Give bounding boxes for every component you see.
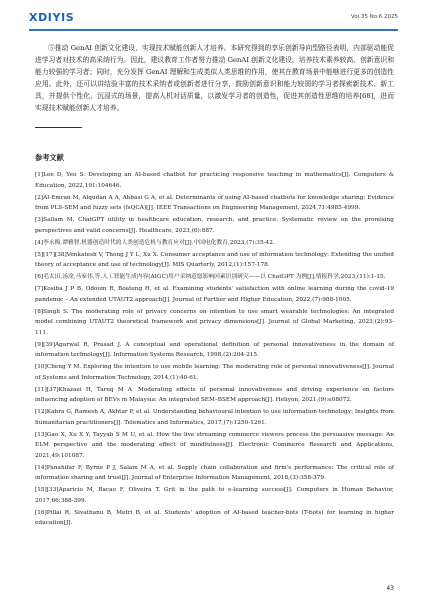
reference-item: [15][33]Aparicio M, Bacao F, Oliveira T. Grit in the path to e-learning success[J]. Computers in Human Behavior, 2017,66:388-399. [35, 487, 394, 504]
section-divider [35, 127, 82, 128]
journal-logo: XDIYIS [29, 11, 75, 24]
body-paragraph: ⑤推动 GenAI 创新文化建设，实现技术赋能创新人才培养。本研究得到的享乐创新导向型路径表明，内部驱动能促进学习者对技术的高采纳行为。因此，建议教育工作者努力推动 GenAI 创新文化建设，培养技术素养较高、创新意识和能力较强的学习者；同时，充分发挥 GenAI 理解和生成类似人类思维的作用，使其在教育场景中能够进行更多的创造性应用。此外，还可以讲结验丰富的技术采纳者或创新者进行分享，鼓励创新意识和能力较弱的学习者探索新技术、新工具，并提供个性化、沉浸式的场景，提高人机对话质量，以激发学习者的创造性，促进其创造性思维的培养[68]，进而实现技术赋能创新人才培养。 [35, 44, 394, 113]
reference-item: [10]Cheng Y M. Exploring the intention to use mobile learning: The moderating role of personal innovativeness[J]. Journal of Systems and Information Technology, 2014,(1):40-61. [35, 364, 394, 381]
reference-item: [8]Singh S. The moderating role of privacy concerns on intention to use smart wearable technologies: An integrated model combining UTAUT2 theoretical framework and privacy dimensions[J]. Journal of Global Marketing, 2023,(2):93-111. [35, 308, 394, 336]
page-header [29, 7, 398, 31]
reference-item: [1]Lee D, Yeo S. Developing an AI-based chatbot for practicing responsive teaching in mathematics[J]. Computers & Education, 2022,191:104646. [35, 172, 394, 189]
reference-item: [16]Pillai R, Sivathanu B, Metri B, et al. Students' adoption of AI-based teacher-bots (T-bots) for learning in higher education[J]. [35, 509, 394, 526]
reference-item: [12]Kabra G, Ramesh A, Akhtar P, et al. Understanding behavioural intention to use information technology: Insights from humanitarian practitioners[J]. Telematics and Informatics, 2017,(7):1250-1261. [35, 409, 394, 426]
volume-info: Vol.35 No.6 2025 [350, 14, 398, 20]
reference-item: [14]Panahifar F, Byrne P J, Salam M A, et al. Supply chain collaboration and firm's performance: The critical role of information sharing and trust[J]. Journal of Enterprise Information Management, 2018,(3):358-379. [35, 464, 394, 481]
reference-item: [6]毛太田,汤淦,马家伟,等.人工智能生成内容(AIGC)用户采纳意愿影响因素识别研究——以 ChatGPT 为例[J].情报科学,2023,(11):1-15. [35, 274, 386, 280]
reference-item: [5][17][38]Venkatesh V, Thong J Y L, Xu X. Consumer acceptance and use of information technology: Extending the unified theory of acceptance and use of technology[J]. MIS Quarterly, 2012,(1):157-178. [35, 251, 394, 268]
reference-item: [4]李永梅,谭雅智.机器创造时代的人类创造危机与教育应对[J].中国电化教育,2023,(7):35-42. [35, 239, 275, 246]
reference-item: [3]Sallam M. ChatGPT utility in healthcare education, research, and practice: Systematic review on the promising perspectives and valid concerns[J]. Healthcare, 2023,(6):887. [35, 217, 394, 234]
reference-item: [13]Gao X, Xu X Y, Tayyab S M U, et al. How the live streaming commerce viewers process the persuasive message: An ELM perspective and the moderating effect of mindfulness[J]. Electronic Commerce Research and Applications, 2021,49:101087. [35, 431, 394, 459]
reference-item: [2]Al-Emran M, Alqudan A A, Abbasi G A, et al. Determinants of using AI-based chatbots for knowledge sharing: Evidence from PLS-SEM and fuzzy sets (fsQCA)[J]. IEEE Transactions on Engineering Management, 2024,71:4985-4999. [35, 194, 394, 211]
page-number: 43 [386, 585, 394, 592]
reference-list [35, 170, 394, 530]
reference-item: [7]Kosiba J P B, Odoom R, Boateng H, et al. Examining students' satisfaction with online learning during the covid-19 pandemic – An extended UTAUT2 approach[J]. Journal of Further and Higher Education, 2022,(7):988-1005. [35, 286, 394, 303]
references-title: 参考文献 [35, 153, 64, 162]
reference-item: [9][39]Agarwal R, Prasad J. A conceptual and operational definition of personal innovativeness in the domain of information technology[J]. Information Systems Research, 1998,(2):204-215. [35, 341, 394, 358]
reference-item: [11][37]Khazaei H, Tareq M A. Moderating effects of personal innovativeness and driving experience on factors influencing adoption of BEVs in Malaysia: An integrated SEM–BSEM approach[J]. Heliyon, 2021,(9):e08072. [35, 386, 394, 403]
